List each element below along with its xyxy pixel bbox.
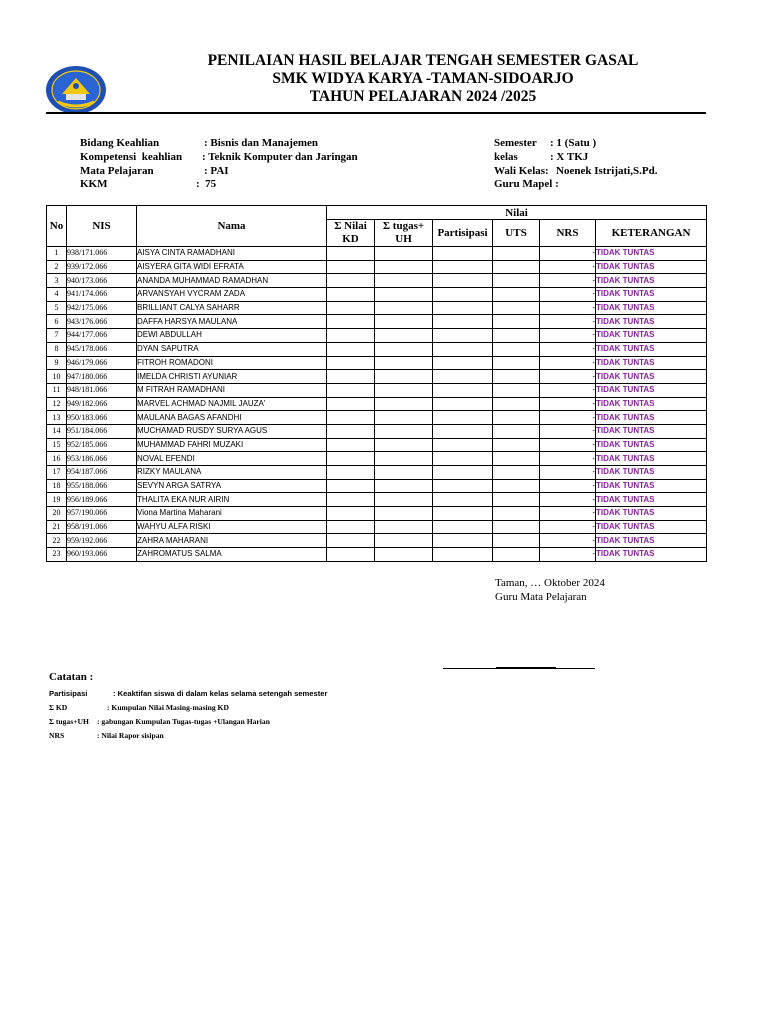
cell-nrs: - <box>540 288 596 302</box>
cell-partisipasi <box>433 329 493 343</box>
cell-nama: M FITRAH RAMADHANI <box>137 383 327 397</box>
cell-uts <box>493 466 540 480</box>
cell-kd <box>327 548 375 562</box>
cell-partisipasi <box>433 383 493 397</box>
cell-uts <box>493 247 540 261</box>
cell-keterangan: TIDAK TUNTAS <box>596 383 707 397</box>
cell-nis: 948/181.066 <box>67 383 137 397</box>
info-row <box>494 178 657 192</box>
cell-kd <box>327 507 375 521</box>
cell-kd <box>327 315 375 329</box>
table-row <box>47 466 707 480</box>
header-divider <box>46 112 706 114</box>
info-row <box>494 151 657 165</box>
cell-no: 14 <box>47 424 67 438</box>
cell-tugas <box>375 534 433 548</box>
cell-no: 21 <box>47 520 67 534</box>
cell-no: 22 <box>47 534 67 548</box>
cell-nis: 939/172.066 <box>67 260 137 274</box>
cell-partisipasi <box>433 411 493 425</box>
cell-kd <box>327 534 375 548</box>
cell-nrs: - <box>540 315 596 329</box>
cell-nrs: - <box>540 507 596 521</box>
cell-nis: 943/176.066 <box>67 315 137 329</box>
cell-uts <box>493 548 540 562</box>
cell-no: 8 <box>47 342 67 356</box>
cell-keterangan: TIDAK TUNTAS <box>596 520 707 534</box>
cell-tugas <box>375 424 433 438</box>
cell-partisipasi <box>433 534 493 548</box>
cell-kd <box>327 288 375 302</box>
cell-nrs: - <box>540 466 596 480</box>
cell-kd <box>327 397 375 411</box>
cell-nrs: - <box>540 370 596 384</box>
info-value: : PAI <box>204 164 229 177</box>
cell-keterangan: TIDAK TUNTAS <box>596 466 707 480</box>
cell-nrs: - <box>540 383 596 397</box>
cell-no: 12 <box>47 397 67 411</box>
cell-keterangan: TIDAK TUNTAS <box>596 424 707 438</box>
cell-nrs: - <box>540 424 596 438</box>
cell-tugas <box>375 411 433 425</box>
info-row <box>494 137 657 151</box>
info-row <box>80 165 358 179</box>
cell-nama: ARVANSYAH VYCRAM ZADA <box>137 288 327 302</box>
cell-uts <box>493 274 540 288</box>
cell-nis: 946/179.066 <box>67 356 137 370</box>
signature-line-accent <box>496 667 556 668</box>
cell-no: 9 <box>47 356 67 370</box>
info-value: : Teknik Komputer dan Jaringan <box>202 150 358 163</box>
cell-nama: AISYERA GITA WIDI EFRATA <box>137 260 327 274</box>
cell-nama: ZAHROMATUS SALMA <box>137 548 327 562</box>
cell-nis: 955/188.066 <box>67 479 137 493</box>
cell-no: 20 <box>47 507 67 521</box>
cell-uts <box>493 534 540 548</box>
note-desc: : Nilai Rapor sisipan <box>97 731 164 740</box>
cell-uts <box>493 520 540 534</box>
cell-nrs: - <box>540 260 596 274</box>
cell-kd <box>327 520 375 534</box>
header-kd-line1: Σ Nilai <box>334 220 367 232</box>
cell-tugas <box>375 356 433 370</box>
cell-nrs: - <box>540 534 596 548</box>
cell-kd <box>327 424 375 438</box>
cell-nrs: - <box>540 274 596 288</box>
notes-section <box>49 671 327 743</box>
cell-uts <box>493 370 540 384</box>
cell-tugas <box>375 520 433 534</box>
header-tugas-line1: Σ tugas+ <box>382 220 425 232</box>
header-tugas-line2: UH <box>395 233 412 245</box>
cell-partisipasi <box>433 356 493 370</box>
cell-no: 11 <box>47 383 67 397</box>
cell-nama: THALITA EKA NUR AIRIN <box>137 493 327 507</box>
cell-kd <box>327 493 375 507</box>
cell-no: 16 <box>47 452 67 466</box>
info-left <box>80 137 358 192</box>
header-nrs: NRS <box>540 220 596 247</box>
title-line-1: PENILAIAN HASIL BELAJAR TENGAH SEMESTER GASAL <box>207 52 639 69</box>
cell-nrs: - <box>540 411 596 425</box>
cell-partisipasi <box>433 397 493 411</box>
cell-kd <box>327 342 375 356</box>
cell-nrs: - <box>540 397 596 411</box>
cell-nrs: - <box>540 247 596 261</box>
info-label: Bidang Keahlian <box>80 137 160 149</box>
cell-nrs: - <box>540 329 596 343</box>
cell-uts <box>493 315 540 329</box>
cell-kd <box>327 438 375 452</box>
cell-nis: 944/177.066 <box>67 329 137 343</box>
cell-no: 4 <box>47 288 67 302</box>
cell-no: 15 <box>47 438 67 452</box>
cell-nis: 940/173.066 <box>67 274 137 288</box>
signature-block <box>495 576 605 604</box>
info-value: : 1 (Satu ) <box>550 137 597 149</box>
note-term: NRS <box>49 731 65 740</box>
cell-partisipasi <box>433 370 493 384</box>
info-label: Mata Pelajaran <box>80 164 154 177</box>
cell-uts <box>493 260 540 274</box>
cell-uts <box>493 301 540 315</box>
cell-tugas <box>375 370 433 384</box>
cell-kd <box>327 260 375 274</box>
info-row <box>80 137 358 151</box>
info-value: : X TKJ <box>550 150 589 163</box>
cell-nama: WAHYU ALFA RISKI <box>137 520 327 534</box>
header-no: No <box>47 206 67 247</box>
cell-nis: 951/184.066 <box>67 424 137 438</box>
cell-nis: 960/193.066 <box>67 548 137 562</box>
header-nis: NIS <box>67 206 137 247</box>
cell-nrs: - <box>540 301 596 315</box>
cell-uts <box>493 411 540 425</box>
cell-kd <box>327 411 375 425</box>
table-row <box>47 329 707 343</box>
cell-keterangan: TIDAK TUNTAS <box>596 507 707 521</box>
cell-kd <box>327 466 375 480</box>
cell-nama: MAULANA BAGAS AFANDHI <box>137 411 327 425</box>
cell-partisipasi <box>433 288 493 302</box>
cell-uts <box>493 329 540 343</box>
table-row <box>47 507 707 521</box>
cell-tugas <box>375 274 433 288</box>
signature-line <box>443 668 595 669</box>
cell-no: 2 <box>47 260 67 274</box>
cell-partisipasi <box>433 301 493 315</box>
cell-partisipasi <box>433 466 493 480</box>
cell-nama: MUCHAMAD RUSDY SURYA AGUS <box>137 424 327 438</box>
cell-partisipasi <box>433 479 493 493</box>
table-row <box>47 493 707 507</box>
cell-keterangan: TIDAK TUNTAS <box>596 397 707 411</box>
header-nilai: Nilai <box>327 206 707 220</box>
cell-tugas <box>375 342 433 356</box>
table-row <box>47 356 707 370</box>
cell-uts <box>493 493 540 507</box>
table-row <box>47 370 707 384</box>
cell-nis: 942/175.066 <box>67 301 137 315</box>
cell-uts <box>493 383 540 397</box>
cell-keterangan: TIDAK TUNTAS <box>596 301 707 315</box>
cell-nis: 949/182.066 <box>67 397 137 411</box>
note-item <box>49 715 327 729</box>
cell-uts <box>493 438 540 452</box>
table-row <box>47 247 707 261</box>
cell-nama: DAFFA HARSYA MAULANA <box>137 315 327 329</box>
title-line-3: TAHUN PELAJARAN 2024 /2025 <box>309 88 537 105</box>
cell-nama: BRILLIANT CALYA SAHARR <box>137 301 327 315</box>
document-title <box>128 52 718 106</box>
cell-uts <box>493 288 540 302</box>
cell-no: 5 <box>47 301 67 315</box>
cell-partisipasi <box>433 438 493 452</box>
cell-nis: 947/180.066 <box>67 370 137 384</box>
cell-nrs: - <box>540 493 596 507</box>
cell-no: 10 <box>47 370 67 384</box>
cell-kd <box>327 329 375 343</box>
cell-partisipasi <box>433 452 493 466</box>
cell-tugas <box>375 452 433 466</box>
cell-keterangan: TIDAK TUNTAS <box>596 438 707 452</box>
table-row <box>47 438 707 452</box>
info-label: Kompetensi keahlian <box>80 150 183 163</box>
school-emblem-icon <box>44 64 108 116</box>
cell-nama: DYAN SAPUTRA <box>137 342 327 356</box>
cell-nrs: - <box>540 342 596 356</box>
note-item <box>49 687 327 701</box>
cell-no: 18 <box>47 479 67 493</box>
cell-nis: 953/186.066 <box>67 452 137 466</box>
info-value: Noenek Istrijati,S.Pd. <box>556 164 658 177</box>
cell-nama: DEWI ABDULLAH <box>137 329 327 343</box>
cell-nama: SEVYN ARGA SATRYA <box>137 479 327 493</box>
cell-nrs: - <box>540 548 596 562</box>
table-row <box>47 260 707 274</box>
cell-keterangan: TIDAK TUNTAS <box>596 411 707 425</box>
cell-nama: FITROH ROMADONI <box>137 356 327 370</box>
cell-keterangan: TIDAK TUNTAS <box>596 534 707 548</box>
table-row <box>47 548 707 562</box>
table-row <box>47 288 707 302</box>
info-row <box>80 151 358 165</box>
cell-kd <box>327 370 375 384</box>
cell-partisipasi <box>433 520 493 534</box>
cell-tugas <box>375 329 433 343</box>
note-item <box>49 701 327 715</box>
note-desc: : gabungan Kumpulan Tugas-tugas +Ulangan Harian <box>97 717 270 726</box>
cell-no: 13 <box>47 411 67 425</box>
grades-table <box>46 205 707 562</box>
cell-tugas <box>375 397 433 411</box>
cell-partisipasi <box>433 247 493 261</box>
cell-keterangan: TIDAK TUNTAS <box>596 370 707 384</box>
cell-nama: AISYA CINTA RAMADHANI <box>137 247 327 261</box>
signature-role: Guru Mata Pelajaran <box>495 591 587 603</box>
header-kd-line2: KD <box>342 233 359 245</box>
cell-nama: NOVAL EFENDI <box>137 452 327 466</box>
cell-no: 1 <box>47 247 67 261</box>
cell-partisipasi <box>433 493 493 507</box>
cell-kd <box>327 383 375 397</box>
table-row <box>47 397 707 411</box>
note-desc: : Kumpulan Nilai Masing-masing KD <box>107 703 229 712</box>
cell-tugas <box>375 288 433 302</box>
cell-kd <box>327 479 375 493</box>
cell-nama: Viona Martina Maharani <box>137 507 327 521</box>
cell-tugas <box>375 301 433 315</box>
cell-tugas <box>375 507 433 521</box>
signature-place-date: Taman, … Oktober 2024 <box>495 577 605 589</box>
cell-nrs: - <box>540 356 596 370</box>
cell-nis: 954/187.066 <box>67 466 137 480</box>
info-row <box>80 178 358 192</box>
table-row <box>47 520 707 534</box>
cell-nis: 952/185.066 <box>67 438 137 452</box>
cell-nrs: - <box>540 479 596 493</box>
header-partisipasi: Partisipasi <box>433 220 493 247</box>
cell-tugas <box>375 493 433 507</box>
cell-nama: MUHAMMAD FAHRI MUZAKI <box>137 438 327 452</box>
table-row <box>47 479 707 493</box>
note-term: Σ tugas+UH <box>49 717 89 726</box>
cell-nis: 956/189.066 <box>67 493 137 507</box>
cell-no: 7 <box>47 329 67 343</box>
note-item <box>49 729 327 743</box>
note-term: Σ KD <box>49 703 68 712</box>
cell-keterangan: TIDAK TUNTAS <box>596 479 707 493</box>
cell-partisipasi <box>433 274 493 288</box>
cell-uts <box>493 424 540 438</box>
cell-partisipasi <box>433 342 493 356</box>
info-label: KKM <box>80 178 108 191</box>
info-row <box>494 165 657 179</box>
cell-tugas <box>375 247 433 261</box>
cell-partisipasi <box>433 315 493 329</box>
cell-keterangan: TIDAK TUNTAS <box>596 260 707 274</box>
header-uts: UTS <box>493 220 540 247</box>
cell-keterangan: TIDAK TUNTAS <box>596 288 707 302</box>
cell-nama: ZAHRA MAHARANI <box>137 534 327 548</box>
table-row <box>47 383 707 397</box>
cell-nis: 950/183.066 <box>67 411 137 425</box>
cell-uts <box>493 356 540 370</box>
cell-nis: 958/191.066 <box>67 520 137 534</box>
cell-nama: RIZKY MAULANA <box>137 466 327 480</box>
table-row <box>47 411 707 425</box>
cell-uts <box>493 342 540 356</box>
cell-kd <box>327 356 375 370</box>
info-label: Wali Kelas: <box>494 164 549 177</box>
note-desc: : Keaktifan siswa di dalam kelas selama setengah semester <box>113 689 328 698</box>
cell-nama: ANANDA MUHAMMAD RAMADHAN <box>137 274 327 288</box>
cell-keterangan: TIDAK TUNTAS <box>596 329 707 343</box>
info-label: Guru Mapel : <box>494 178 559 191</box>
table-row <box>47 534 707 548</box>
cell-no: 19 <box>47 493 67 507</box>
cell-keterangan: TIDAK TUNTAS <box>596 274 707 288</box>
cell-partisipasi <box>433 507 493 521</box>
cell-partisipasi <box>433 260 493 274</box>
cell-kd <box>327 274 375 288</box>
cell-kd <box>327 452 375 466</box>
notes-heading: Catatan : <box>49 671 94 683</box>
cell-uts <box>493 507 540 521</box>
header-nama: Nama <box>137 206 327 247</box>
cell-keterangan: TIDAK TUNTAS <box>596 342 707 356</box>
info-value: : Bisnis dan Manajemen <box>204 137 318 149</box>
cell-keterangan: TIDAK TUNTAS <box>596 247 707 261</box>
cell-nama: MARVEL ACHMAD NAJMIL JAUZA' <box>137 397 327 411</box>
cell-nis: 945/178.066 <box>67 342 137 356</box>
cell-kd <box>327 247 375 261</box>
cell-keterangan: TIDAK TUNTAS <box>596 356 707 370</box>
cell-nrs: - <box>540 520 596 534</box>
cell-no: 3 <box>47 274 67 288</box>
table-row <box>47 301 707 315</box>
cell-nis: 957/190.066 <box>67 507 137 521</box>
table-row <box>47 342 707 356</box>
cell-partisipasi <box>433 424 493 438</box>
info-label: Semester <box>494 137 537 149</box>
cell-nama: IMELDA CHRISTI AYUNIAR <box>137 370 327 384</box>
cell-tugas <box>375 260 433 274</box>
cell-nrs: - <box>540 452 596 466</box>
cell-tugas <box>375 479 433 493</box>
cell-no: 17 <box>47 466 67 480</box>
cell-uts <box>493 452 540 466</box>
cell-tugas <box>375 438 433 452</box>
cell-tugas <box>375 466 433 480</box>
header-tugas <box>375 220 433 247</box>
cell-keterangan: TIDAK TUNTAS <box>596 315 707 329</box>
cell-no: 6 <box>47 315 67 329</box>
cell-keterangan: TIDAK TUNTAS <box>596 493 707 507</box>
cell-keterangan: TIDAK TUNTAS <box>596 548 707 562</box>
header-kd <box>327 220 375 247</box>
table-row <box>47 274 707 288</box>
cell-nis: 959/192.066 <box>67 534 137 548</box>
title-line-2: SMK WIDYA KARYA -TAMAN-SIDOARJO <box>272 70 574 87</box>
cell-uts <box>493 397 540 411</box>
cell-nrs: - <box>540 438 596 452</box>
header-keterangan: KETERANGAN <box>596 220 707 247</box>
table-row <box>47 315 707 329</box>
cell-tugas <box>375 315 433 329</box>
info-label: kelas <box>494 150 518 163</box>
cell-tugas <box>375 548 433 562</box>
cell-no: 23 <box>47 548 67 562</box>
cell-partisipasi <box>433 548 493 562</box>
cell-nis: 938/171.066 <box>67 247 137 261</box>
cell-uts <box>493 479 540 493</box>
table-row <box>47 452 707 466</box>
info-right <box>494 137 657 192</box>
table-row <box>47 424 707 438</box>
cell-nis: 941/174.066 <box>67 288 137 302</box>
info-value: : 75 <box>196 178 217 191</box>
note-term: Partisipasi <box>49 689 88 698</box>
cell-kd <box>327 301 375 315</box>
cell-tugas <box>375 383 433 397</box>
cell-keterangan: TIDAK TUNTAS <box>596 452 707 466</box>
